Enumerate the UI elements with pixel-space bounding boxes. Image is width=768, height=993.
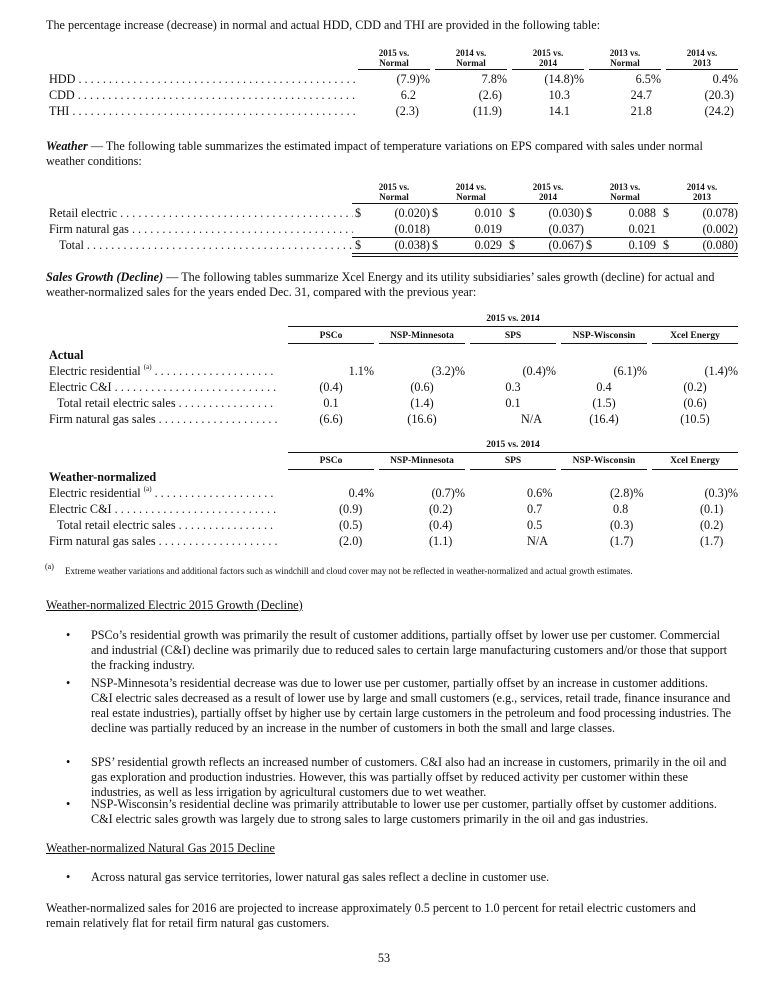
row-label: Electric residential $^{(a)}$ . . .	[49, 486, 277, 501]
cell: (0.080)	[702, 238, 738, 252]
period-header: 2015 vs. 2014	[486, 314, 540, 324]
cell: 0.4	[596, 380, 612, 394]
cell: (0.078)	[702, 206, 738, 220]
cell: (3.2)%	[431, 364, 465, 378]
col-header: NSP-Wisconsin	[572, 456, 636, 466]
weather-text: — The following table summarizes the estimated impact of temperature variations on EPS compared with sales under normal weather conditions:	[46, 139, 703, 168]
total-double-rule	[352, 253, 430, 257]
bullet-icon: •	[66, 870, 71, 884]
col-header: NSP-Minnesota	[390, 456, 454, 466]
cell: (0.4)%	[522, 364, 556, 378]
cell: 21.8	[630, 104, 652, 118]
sales-growth-paragraph	[46, 270, 726, 300]
col-header: NSP-Wisconsin	[572, 331, 636, 341]
cell: (0.4)	[429, 518, 453, 532]
cell: N/A	[521, 412, 542, 426]
cell: (2.8)%	[610, 486, 644, 500]
cell: (0.2)	[700, 518, 724, 532]
period-header: 2015 vs. 2014	[486, 440, 540, 450]
col-header: Xcel Energy	[670, 456, 720, 466]
row-label: HDD . . .	[49, 72, 355, 87]
period-rule	[288, 452, 738, 453]
row-label: Total . . .	[59, 238, 353, 253]
currency-symbol: $	[509, 238, 516, 252]
cell: (1.7)	[700, 534, 724, 548]
cell: (0.2)	[429, 502, 453, 516]
cell: 6.5%	[635, 72, 661, 86]
cell: (0.037)	[548, 222, 584, 236]
bullet-icon: •	[66, 628, 71, 642]
section-label: Actual	[49, 348, 84, 362]
bullet-icon: •	[66, 755, 71, 769]
electric-section-heading: Weather-normalized Electric 2015 Growth (Decline)	[46, 598, 303, 612]
currency-symbol: $	[355, 238, 362, 252]
total-double-rule	[660, 253, 738, 257]
cell: N/A	[527, 534, 548, 548]
cell: (1.4)%	[704, 364, 738, 378]
row-label: Firm natural gas . . .	[49, 222, 353, 237]
col-header: 2014 vs. Normal	[455, 182, 487, 202]
col-header: 2015 vs. 2014	[532, 48, 564, 68]
cell: 0.4%	[348, 486, 374, 500]
header-rule	[561, 343, 647, 344]
cell: (0.2)	[683, 380, 707, 394]
cell: (2.3)	[395, 104, 419, 118]
cell: (0.9)	[339, 502, 363, 516]
row-label: Total retail electric sales . . .	[57, 396, 277, 411]
cell: (14.8)%	[544, 72, 584, 86]
col-header: 2014 vs. 2013	[686, 182, 718, 202]
bullet-icon: •	[66, 676, 71, 690]
bullet-text: Across natural gas service territories, lower natural gas sales reflect a decline in customer use.	[91, 870, 550, 884]
col-header: NSP-Minnesota	[390, 331, 454, 341]
col-header: 2015 vs. Normal	[378, 48, 410, 68]
cell: (0.1)	[700, 502, 724, 516]
header-rule	[288, 469, 374, 470]
row-label: THI . . .	[49, 104, 355, 119]
cell: 0.8	[613, 502, 629, 516]
cell: (20.3)	[704, 88, 734, 102]
cell: (11.9)	[473, 104, 502, 118]
header-rule	[666, 69, 738, 70]
header-rule	[429, 203, 507, 204]
header-rule	[352, 203, 430, 204]
cell: (16.4)	[589, 412, 619, 426]
cell: 0.021	[628, 222, 656, 236]
currency-symbol: $	[355, 206, 362, 220]
currency-symbol: $	[586, 238, 593, 252]
cell: (1.5)	[592, 396, 616, 410]
total-double-rule	[506, 253, 584, 257]
cell: 1.1%	[348, 364, 374, 378]
header-rule	[358, 69, 430, 70]
currency-symbol: $	[509, 206, 516, 220]
cell: (24.2)	[704, 104, 734, 118]
col-header: SPS	[504, 456, 522, 466]
bullet-icon: •	[66, 797, 71, 811]
cell: 0.029	[474, 238, 502, 252]
currency-symbol: $	[663, 238, 670, 252]
cell: 0.1	[505, 396, 521, 410]
cell: 0.6%	[527, 486, 553, 500]
cell: (0.5)	[339, 518, 363, 532]
col-header: 2013 vs. Normal	[609, 182, 641, 202]
currency-symbol: $	[586, 206, 593, 220]
cell: 0.010	[474, 206, 502, 220]
header-rule	[470, 343, 556, 344]
cell: 0.4%	[712, 72, 738, 86]
cell: (10.5)	[680, 412, 710, 426]
header-rule	[379, 343, 465, 344]
cell: (6.1)%	[613, 364, 647, 378]
col-header: 2014 vs. Normal	[455, 48, 487, 68]
cell: 0.019	[474, 222, 502, 236]
cell: (0.3)	[610, 518, 634, 532]
row-label: Firm natural gas sales . . .	[49, 534, 277, 549]
gas-section-heading: Weather-normalized Natural Gas 2015 Decline	[46, 841, 275, 855]
col-header: Xcel Energy	[670, 331, 720, 341]
cell: (0.018)	[394, 222, 430, 236]
cell: (0.6)	[410, 380, 434, 394]
cell: (1.7)	[610, 534, 634, 548]
cell: (0.4)	[319, 380, 343, 394]
cell: 10.3	[548, 88, 570, 102]
page-number: 53	[377, 951, 391, 965]
col-header: 2013 vs. Normal	[609, 48, 641, 68]
row-label: Firm natural gas sales . . .	[49, 412, 277, 427]
bullet-text: NSP-Wisconsin’s residential decline was primarily attributable to lower use per customer, partially offset by customer additions. C&I electric sales growth was largely due to strong sales to large customers primarily in the oil and gas industries.	[91, 797, 717, 826]
sales-growth-text: — The following tables summarize Xcel Energy and its utility subsidiaries’ sales growth (decline) for actual and weather-normalized sales for the years ended Dec. 31, compared with the previous year:	[46, 270, 715, 299]
row-label: Total retail electric sales . . .	[57, 518, 277, 533]
cell: (1.1)	[429, 534, 453, 548]
closing-paragraph: Weather-normalized sales for 2016 are projected to increase approximately 0.5 percent to 1.0 percent for retail electric customers and remain relatively flat for retail firm natural gas customers.	[46, 901, 696, 930]
header-rule	[561, 469, 647, 470]
bullet-text: PSCo’s residential growth was primarily the result of customer additions, partially offset by lower use per customer. Commercial and industrial (C&I) decline was primarily due to reduced sales to certain large manufacturing customers and/or those that support the fracking industry.	[91, 628, 728, 672]
sales-growth-title: Sales Growth (Decline)	[46, 270, 164, 284]
header-rule	[470, 469, 556, 470]
row-label: Electric C&I . . .	[49, 380, 277, 395]
cell: (0.038)	[394, 238, 430, 252]
cell: 7.8%	[481, 72, 507, 86]
col-header: 2015 vs. 2014	[532, 182, 564, 202]
cell: 0.109	[628, 238, 656, 252]
footnote-text: Extreme weather variations and additional factors such as windchill and cloud cover may not be reflected in weather-normalized and actual growth estimates.	[65, 566, 633, 576]
row-label: Retail electric . . .	[49, 206, 353, 221]
total-double-rule	[583, 253, 661, 257]
col-header: PSCo	[319, 331, 343, 341]
row-label: CDD . . .	[49, 88, 355, 103]
header-rule	[589, 69, 661, 70]
cell: 14.1	[548, 104, 570, 118]
currency-symbol: $	[432, 206, 439, 220]
cell: (2.0)	[339, 534, 363, 548]
header-rule	[379, 469, 465, 470]
cell: (6.6)	[319, 412, 343, 426]
header-rule	[652, 343, 738, 344]
cell: (0.3)%	[704, 486, 738, 500]
bullet-text: SPS’ residential growth reflects an increased number of customers. C&I also had an increase in customers, primarily in the oil and gas exploration and production industries. However, this was partially offset by reduced activity per customer within these industries, as well as less irrigation by agricultural customers due to wet weather.	[91, 755, 727, 799]
cell: 0.1	[323, 396, 339, 410]
col-header: SPS	[504, 331, 522, 341]
cell: 0.088	[628, 206, 656, 220]
cell: 0.3	[505, 380, 521, 394]
cell: (1.4)	[410, 396, 434, 410]
row-label: Electric C&I . . .	[49, 502, 277, 517]
row-label: Electric residential $^{(a)}$ . . .	[49, 364, 277, 379]
cell: 24.7	[630, 88, 652, 102]
col-header: PSCo	[319, 456, 343, 466]
currency-symbol: $	[663, 206, 670, 220]
header-rule	[288, 343, 374, 344]
cell: 0.5	[527, 518, 543, 532]
cell: 0.7	[527, 502, 543, 516]
cell: 6.2	[400, 88, 416, 102]
cell: (7.9)%	[396, 72, 430, 86]
col-header: 2015 vs. Normal	[378, 182, 410, 202]
currency-symbol: $	[432, 238, 439, 252]
cell: (0.067)	[548, 238, 584, 252]
bullet-text: NSP-Minnesota’s residential decrease was due to lower use per customer, partially offset by an increase in customer additions. C&I electric sales decreased as a result of lower use by large and small customers (e.g., services, retail trade, finance insurance and real estate industries), partially offset by higher use by certain large customers in the petroleum and food processing industries. The decline was partially reduced by an increase in the number of customers in both the small and large classes.	[91, 676, 732, 735]
col-header: 2014 vs. 2013	[686, 48, 718, 68]
cell: (0.020)	[394, 206, 430, 220]
header-rule	[506, 203, 584, 204]
total-double-rule	[429, 253, 507, 257]
weather-title: Weather	[46, 139, 88, 153]
cell: (0.6)	[683, 396, 707, 410]
header-rule	[583, 203, 661, 204]
period-rule	[288, 326, 738, 327]
header-rule	[435, 69, 507, 70]
cell: (2.6)	[478, 88, 502, 102]
cell: (0.002)	[702, 222, 738, 236]
header-rule	[512, 69, 584, 70]
cell: (0.7)%	[431, 486, 465, 500]
weather-paragraph	[46, 139, 726, 169]
cell: (16.6)	[407, 412, 437, 426]
section-label: Weather-normalized	[49, 470, 157, 484]
cell: (0.030)	[548, 206, 584, 220]
footnote-mark: (a)	[45, 562, 54, 571]
header-rule	[652, 469, 738, 470]
intro-paragraph: The percentage increase (decrease) in normal and actual HDD, CDD and THI are provided in the following table:	[46, 18, 601, 32]
header-rule	[660, 203, 738, 204]
